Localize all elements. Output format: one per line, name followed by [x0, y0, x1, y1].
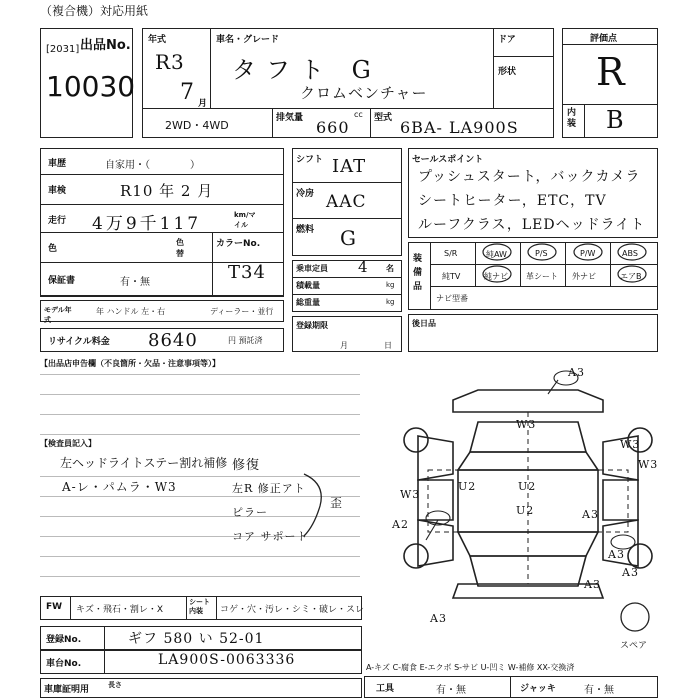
- reg-label: 登録期限: [296, 321, 328, 330]
- recycle-label: リサイクル料金: [48, 337, 110, 347]
- warranty-label: 保証書: [48, 276, 76, 286]
- model-label: 型式: [374, 113, 393, 123]
- spare-label: スペア: [620, 641, 648, 651]
- equip-leather: 革シート: [526, 272, 558, 281]
- shape-label: 形状: [498, 67, 517, 77]
- capacity-value: 4: [358, 258, 369, 276]
- damage-mark-9: W3: [620, 438, 641, 451]
- reg-no-value: ギフ 580 い 52-01: [128, 631, 265, 647]
- spare-tire-icon: [618, 600, 652, 634]
- ac-value: AAC: [326, 192, 367, 212]
- damage-mark-5: A2: [392, 518, 409, 531]
- damage-legend: A-キズ C-腐食 E-エクボ S-サビ U-凹ミ W-補修 XX-交換済: [366, 663, 575, 672]
- car-grade: クロムベンチャー: [300, 84, 428, 102]
- interior-label: 内装: [567, 108, 577, 129]
- equip-sr: S/R: [444, 249, 458, 258]
- equip-navi: 純ナビ: [484, 272, 508, 281]
- chassis-value: LA900S-0063336: [158, 652, 296, 668]
- top-note: （複合機）対応用紙: [40, 4, 149, 18]
- inspector-label: 【検査員記入】: [40, 439, 96, 448]
- sales-line-1: プッシュスタート，バックカメラ: [418, 169, 641, 185]
- inspection-label: 車検: [48, 186, 67, 196]
- door-label: ドア: [498, 35, 516, 45]
- navi-model-label: ナビ型番: [436, 294, 468, 303]
- sheet-label: シート内装: [189, 598, 210, 615]
- inspection-value: R10 年 2 月: [120, 182, 214, 200]
- dealer-label: ディーラー・並行: [210, 307, 274, 316]
- fw-items: キズ・飛石・割レ・X: [76, 605, 163, 615]
- weight-label: 総重量: [296, 298, 320, 307]
- handle-label: 年 ハンドル 左・右: [96, 307, 166, 316]
- color-no-label: カラーNo.: [216, 239, 261, 249]
- damage-mark-11: U2: [516, 504, 535, 517]
- score-label: 評価点: [590, 34, 618, 44]
- note-right-3: ピラー: [232, 506, 268, 519]
- fuel-value: G: [340, 226, 357, 250]
- equip-abs: ABS: [622, 249, 638, 258]
- capacity-label: 乗車定員: [296, 264, 328, 273]
- equip-tv: 純TV: [442, 272, 461, 281]
- year-label: 年式: [148, 35, 167, 45]
- after-label: 後日品: [412, 319, 436, 328]
- damage-mark-3: W3: [638, 458, 659, 471]
- color-change-label: 色替: [176, 238, 184, 258]
- mileage-unit: km/マイル: [234, 211, 256, 229]
- interior-value: B: [606, 106, 625, 134]
- drive-type: 2WD・4WD: [165, 119, 229, 132]
- note-right-mark: 歪: [330, 496, 344, 510]
- tools-label: 工具: [376, 684, 395, 694]
- sheet-items: コゲ・穴・汚レ・シミ・破レ・スレ: [220, 605, 365, 615]
- damage-mark-10: A3: [608, 548, 625, 561]
- damage-mark-12: A3: [584, 578, 601, 591]
- note-right-2: 左R 修正アト: [232, 482, 306, 495]
- damage-mark-13: A3: [622, 566, 639, 579]
- cert-label: 車庫証明用: [44, 685, 90, 695]
- damage-mark-7: U2: [458, 480, 477, 493]
- equip-aw: 純AW: [486, 250, 507, 259]
- capacity-unit: 名: [386, 264, 394, 273]
- jack-value: 有・無: [584, 685, 614, 696]
- recycle-unit: 円 預託済: [228, 336, 263, 345]
- tools-value: 有・無: [436, 685, 466, 696]
- note-right-1: 修復: [232, 458, 261, 473]
- equip-ext-navi: 外ナビ: [572, 272, 596, 281]
- note-line-2: A-レ・パムラ・W3: [62, 480, 177, 494]
- model-value: 6BA- LA900S: [400, 118, 519, 137]
- sales-label: セールスポイント: [412, 155, 484, 165]
- note-right-4: コア サポート: [232, 530, 309, 543]
- displacement-label: 排気量: [276, 113, 304, 123]
- equip-ps: P/S: [535, 249, 548, 258]
- lot-number: 10030: [46, 70, 136, 103]
- damage-mark-1: A3: [568, 366, 585, 379]
- lot-label: 出品No.: [80, 38, 131, 53]
- equip-airbag: エアB: [620, 272, 642, 281]
- note-line-1: 左ヘッドライトステー割れ補修: [60, 456, 228, 470]
- bracket-mark: [300, 470, 334, 540]
- lot-code: [2031]: [46, 44, 80, 55]
- sales-line-2: シートヒーター，ETC，TV: [418, 193, 607, 209]
- equipment-label: 装備品: [413, 254, 423, 292]
- jack-label: ジャッキ: [520, 684, 556, 694]
- reg-day: 日: [384, 341, 392, 350]
- damage-mark-6: A3: [582, 508, 599, 521]
- mileage-value: 4万9千117: [92, 214, 202, 234]
- cc-unit: cc: [354, 110, 363, 119]
- after-box: [408, 314, 658, 352]
- damage-mark-4: W3: [400, 488, 421, 501]
- car-damage-diagram: [398, 370, 660, 620]
- shift-value: IAT: [332, 156, 367, 177]
- warranty-value: 有・無: [120, 277, 150, 288]
- reg-no-label: 登録No.: [46, 635, 82, 645]
- damage-mark-14: A3: [430, 612, 447, 625]
- history-value: 自家用・（ ）: [105, 160, 200, 171]
- fuel-label: 燃料: [296, 225, 315, 235]
- load-unit: kg: [386, 281, 395, 289]
- model-year-label: モデル年式: [44, 306, 72, 324]
- equip-pw: P/W: [580, 249, 596, 258]
- load-label: 積載量: [296, 281, 320, 290]
- color-no-value: T34: [228, 262, 266, 283]
- damage-mark-8: U2: [518, 480, 537, 493]
- weight-unit: kg: [386, 298, 395, 306]
- displacement-value: 660: [316, 118, 350, 137]
- sales-line-3: ルーフクラス，LEDヘッドライト: [418, 217, 646, 233]
- reg-month: 月: [340, 341, 348, 350]
- ac-label: 冷房: [296, 189, 315, 199]
- shift-label: シフト: [296, 155, 324, 165]
- month-unit: 月: [198, 99, 208, 109]
- fw-label: FW: [46, 602, 63, 612]
- mileage-label: 走行: [48, 216, 67, 226]
- name-label: 車名・グレード: [216, 35, 280, 45]
- seller-notes-label: 【出品店申告欄（不良箇所・欠品・注意事項等）】: [40, 359, 220, 368]
- length-label: 長さ: [108, 681, 122, 689]
- score-value: R: [596, 50, 626, 94]
- year-value: R3: [155, 50, 185, 74]
- damage-mark-2: W3: [516, 418, 537, 431]
- month-value: 7: [180, 80, 195, 105]
- equipment-circles: [430, 242, 658, 286]
- car-name: タフト G: [232, 56, 381, 84]
- color-label: 色: [48, 244, 58, 254]
- recycle-amount: 8640: [148, 330, 198, 351]
- history-label: 車歴: [48, 159, 67, 169]
- chassis-label: 車台No.: [46, 659, 82, 669]
